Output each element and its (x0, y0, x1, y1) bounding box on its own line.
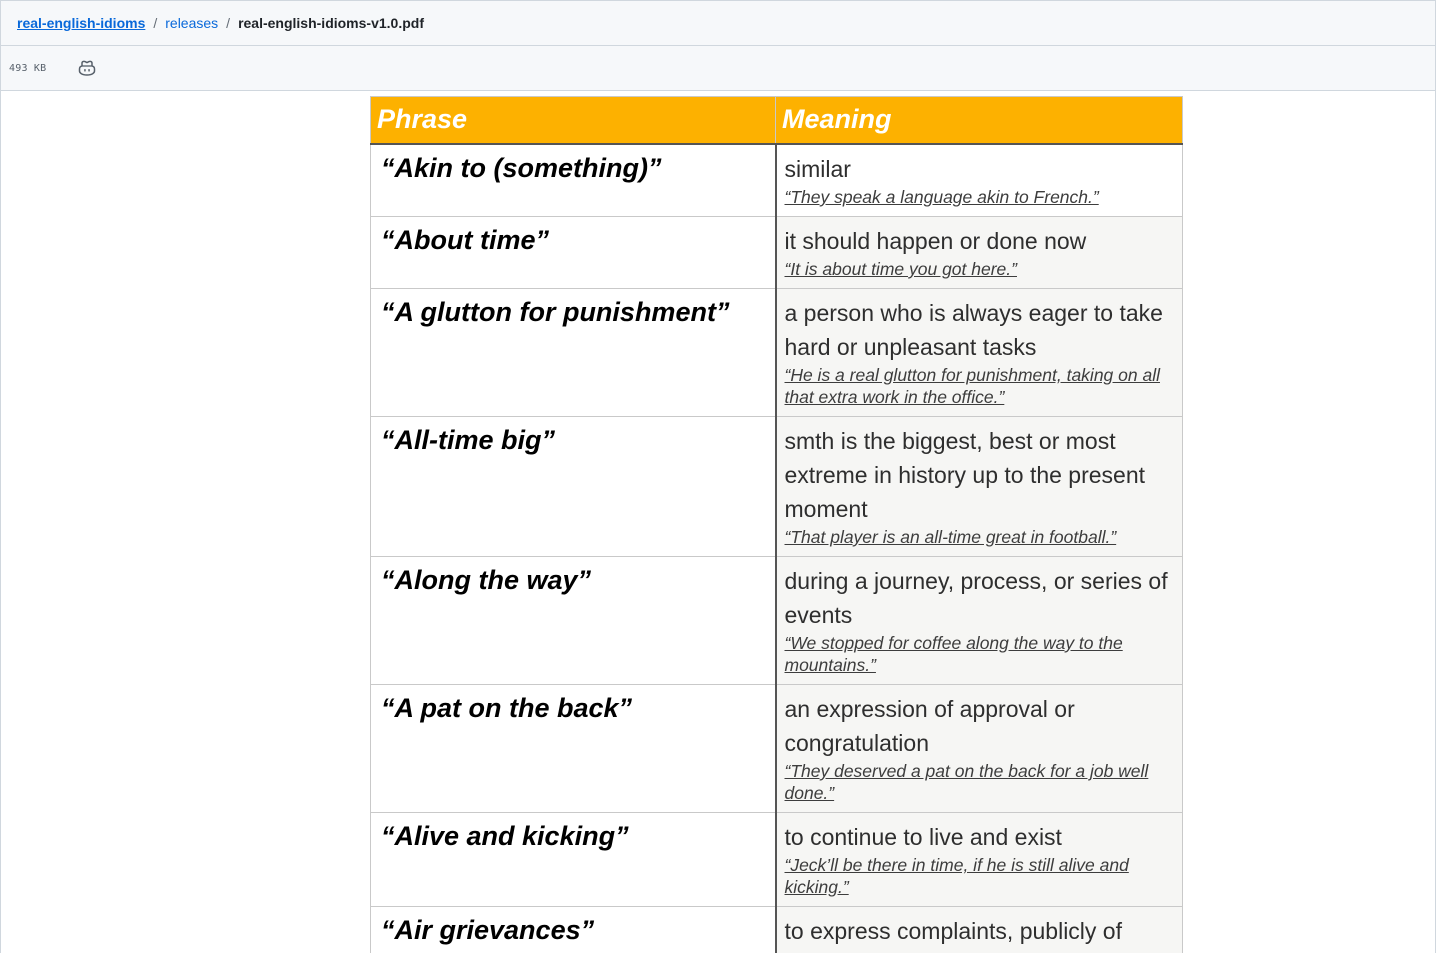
table-row (371, 813, 1183, 907)
meaning-cell (776, 217, 1183, 289)
breadcrumb-separator: / (153, 15, 158, 31)
header-phrase: Phrase (371, 97, 776, 145)
meaning-cell (776, 289, 1183, 417)
meaning-cell (776, 557, 1183, 685)
meaning-text: smth is the biggest, best or most extreme in history up to the present moment (784, 428, 1146, 522)
example-text: “Jeck’ll be there in time, if he is still alive and kicking.” (784, 855, 1129, 897)
table-row (371, 557, 1183, 685)
table-row (371, 907, 1183, 953)
meaning-text: during a journey, process, or series of events (784, 568, 1168, 628)
breadcrumb-releases-link[interactable]: releases (165, 15, 219, 31)
meaning-text: it should happen or done now (784, 228, 1087, 254)
example-text: “It is about time you got here.” (784, 259, 1017, 279)
phrase-cell: “Along the way” (371, 557, 776, 685)
idioms-table (370, 96, 1183, 953)
breadcrumb-separator: / (226, 15, 231, 31)
file-size: 493 KB (9, 62, 47, 74)
meaning-text: similar (784, 156, 851, 182)
phrase-cell: “Air grievances” (371, 907, 776, 953)
meaning-text: to continue to live and exist (784, 824, 1062, 850)
breadcrumb-repo-link[interactable]: real-english-idioms (17, 15, 146, 31)
phrase-cell: “Alive and kicking” (371, 813, 776, 907)
phrase-cell: “Akin to (something)” (371, 144, 776, 217)
meaning-cell (776, 144, 1183, 217)
header-meaning: Meaning (776, 97, 1183, 145)
meaning-text: a person who is always eager to take hard or unpleasant tasks (784, 300, 1163, 360)
breadcrumb-current-file: real-english-idioms-v1.0.pdf (238, 15, 424, 31)
copilot-button[interactable] (76, 57, 98, 79)
phrase-cell: “About time” (371, 217, 776, 289)
example-text: “He is a real glutton for punishment, taking on all that extra work in the office.” (784, 365, 1160, 407)
table-row (371, 417, 1183, 557)
file-info-bar (1, 46, 1435, 91)
example-text: “That player is an all-time great in football.” (784, 527, 1117, 547)
phrase-cell: “All-time big” (371, 417, 776, 557)
pdf-viewer[interactable] (1, 91, 1435, 953)
meaning-cell (776, 417, 1183, 557)
phrase-cell: “A pat on the back” (371, 685, 776, 813)
copilot-icon (78, 60, 96, 76)
meaning-cell (776, 813, 1183, 907)
example-text: “We stopped for coffee along the way to the mountains.” (784, 633, 1123, 675)
table-row (371, 144, 1183, 217)
table-header-row (371, 97, 1183, 145)
meaning-cell (776, 685, 1183, 813)
meaning-cell (776, 907, 1183, 953)
table-row (371, 217, 1183, 289)
phrase-cell: “A glutton for punishment” (371, 289, 776, 417)
breadcrumb (1, 0, 1435, 46)
table-row (371, 685, 1183, 813)
table-row (371, 289, 1183, 417)
example-text: “They speak a language akin to French.” (784, 187, 1099, 207)
example-text: “They deserved a pat on the back for a job well done.” (784, 761, 1149, 803)
meaning-text: to express complaints, publicly of (784, 918, 1122, 944)
meaning-text: an expression of approval or congratulation (784, 696, 1075, 756)
